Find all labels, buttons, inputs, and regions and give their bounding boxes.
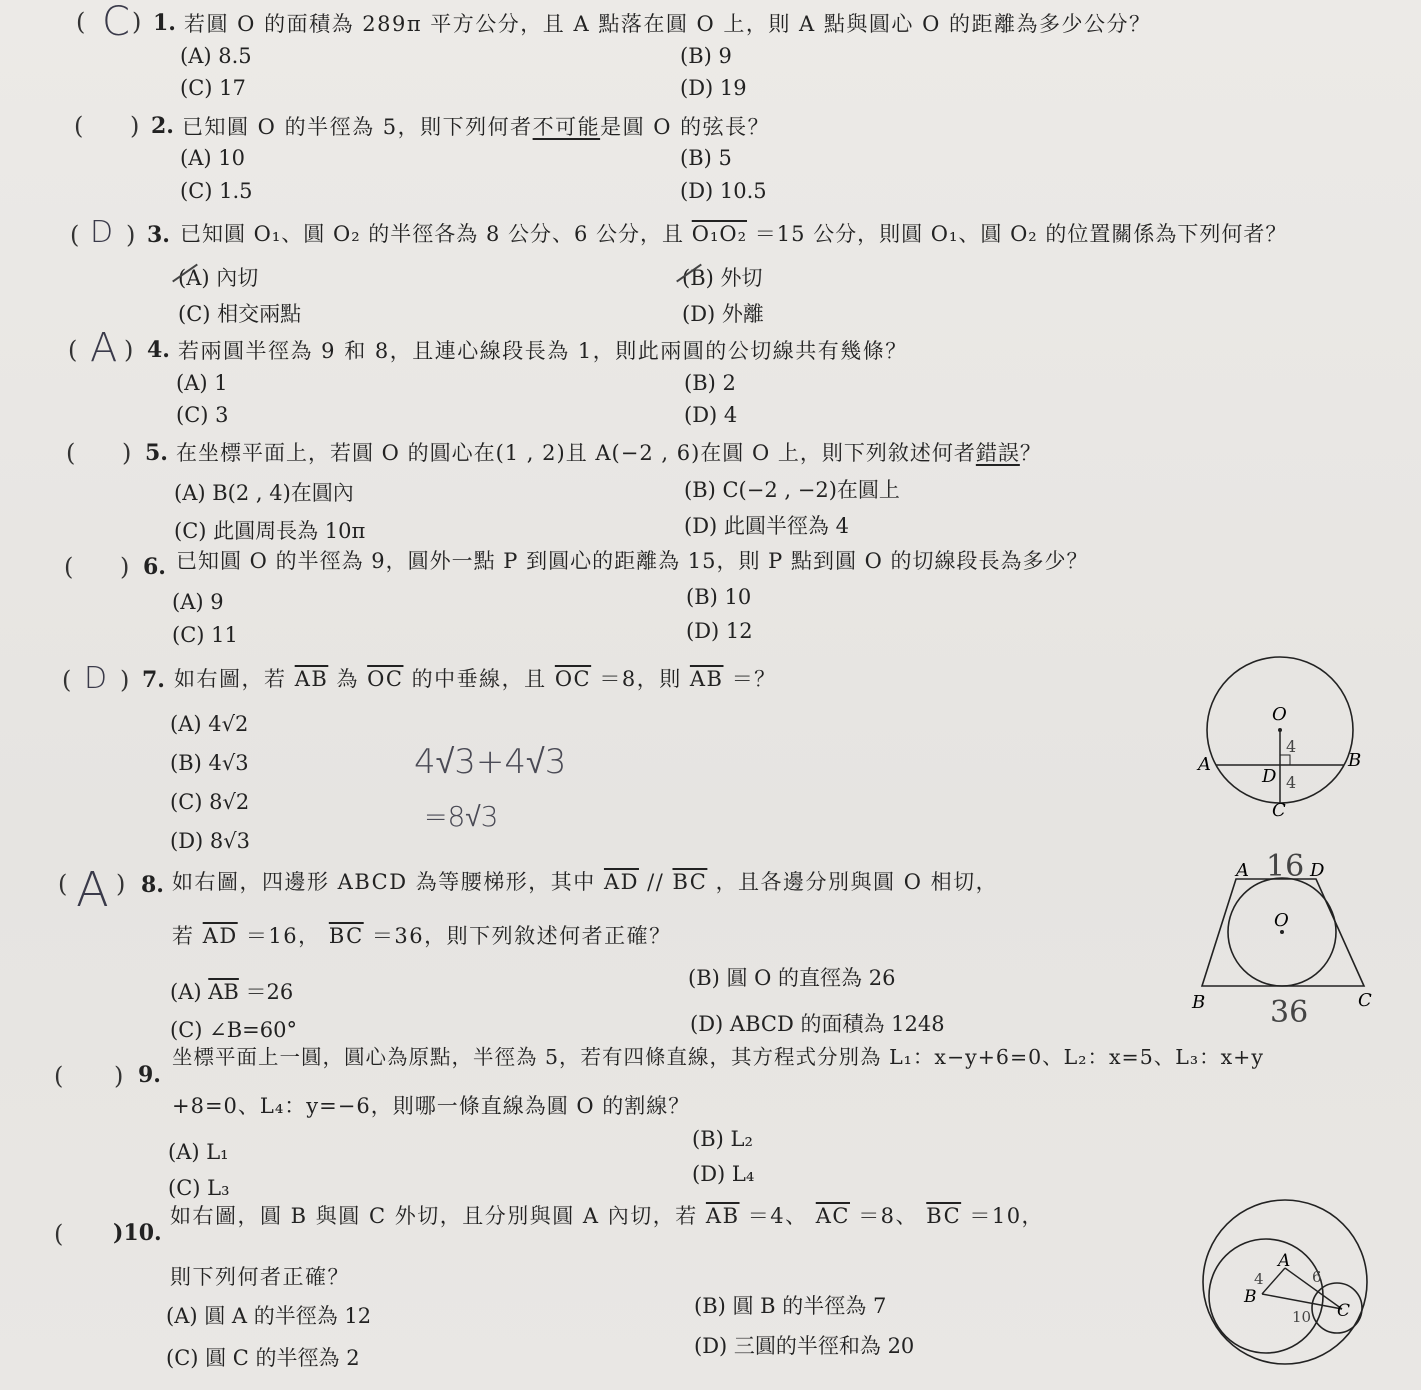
question-number: 8. [141, 872, 164, 898]
stem-text: ＝16， [245, 924, 321, 948]
stem-text: ＝？ [731, 667, 777, 691]
answer-paren: ) [132, 8, 142, 36]
option-d: (D) 10.5 [680, 179, 767, 203]
question-stem: 坐標平面上一圓，圓心為原點，半徑為 5，若有四條直線，其方程式分別為 L₁：x−y+6=0、L₂：x=5、L₃：x+y [172, 1045, 1264, 1069]
question-stem: 若圓 O 的面積為 289π 平方公分，且 A 點落在圓 O 上，則 A 點與圓心 O 的距離為多少公分？ [184, 12, 1152, 36]
segment-bc: $\overline{BC}$ [672, 870, 708, 894]
stem-text: ，且各邊分別與圓 O 相切， [715, 870, 999, 894]
pencil-6: 6 [1312, 1268, 1322, 1286]
segment-ab [1262, 1268, 1285, 1294]
option-d: (D) 19 [680, 76, 747, 100]
question-stem [172, 866, 998, 896]
segment-bc: $\overline{BC}$ [328, 924, 364, 948]
question-number: 2. [151, 113, 174, 139]
segment-o1o2: O₁O₂ [691, 222, 748, 246]
figure-q7-circle [1190, 650, 1390, 830]
option-d: (D) 8√3 [170, 829, 251, 853]
stem-text: 已知圓 O 的半徑為 5，則下列何者 [182, 115, 533, 139]
segment-ad: $\overline{AD}$ [202, 924, 238, 948]
handwritten-answer: D [90, 215, 114, 250]
parallel-sign: // [647, 870, 665, 894]
option-c: (C) 11 [172, 623, 238, 647]
pencil-10: 10 [1292, 1308, 1312, 1326]
question-stem [182, 111, 770, 141]
option-b: (B) 4√3 [170, 751, 249, 775]
stem-underlined: 不可能 [532, 115, 601, 139]
label-d: D [1262, 766, 1277, 787]
segment-bc [1262, 1294, 1342, 1309]
stem-underlined: 錯誤 [975, 441, 1020, 465]
option-c: (C) 8√2 [170, 790, 250, 814]
pencil-4: 4 [1254, 1270, 1264, 1288]
segment-oc: $\overline{OC}$ [367, 667, 404, 691]
answer-paren: ( [68, 336, 78, 364]
stem-text: 的中垂線，且 [411, 667, 547, 691]
option-a: (A) L₁ [168, 1140, 229, 1164]
stem-text: ＝15 公分，則圓 O₁、圓 O₂ 的位置關係為下列何者？ [754, 222, 1288, 246]
option-a: (A) 圓 A 的半徑為 12 [166, 1304, 372, 1328]
segment-ac: $\overline{AC}$ [815, 1204, 850, 1228]
option-a [170, 976, 293, 1006]
stem-text: 在坐標平面上，若圓 O 的圓心在(1 , 2)且 A(−2 , 6)在圓 O 上，則下列敘述何者 [176, 441, 976, 465]
option-a: (A) 內切 [178, 266, 259, 290]
stem-text: ＝4、 [747, 1204, 808, 1228]
option-a: (A) 8.5 [180, 44, 252, 68]
option-d: (D) 此圓半徑為 4 [684, 514, 849, 538]
label-a: A [1198, 754, 1211, 775]
segment-oc: $\overline{OC}$ [554, 667, 592, 691]
question-stem [174, 663, 777, 693]
stem-text: ？ [1019, 441, 1042, 465]
answer-paren: ( [64, 553, 74, 581]
stem-text: ＝36，則下列敘述何者正確？ [371, 924, 672, 948]
option-d: (D) 12 [686, 619, 753, 643]
option-b: (B) C(−2 , −2)在圓上 [684, 478, 900, 502]
option-b: (B) 9 [680, 44, 732, 68]
option-b: (B) 外切 [682, 266, 763, 290]
option-c: (C) 此圓周長為 10π [174, 519, 366, 543]
circle-a [1203, 1200, 1367, 1364]
stem-text: ＝8，則 [599, 667, 682, 691]
figure-q10-circles [1196, 1198, 1376, 1378]
option-c: (C) 相交兩點 [178, 302, 302, 326]
stem-text: 若 [172, 924, 195, 948]
option-b: (B) 圓 B 的半徑為 7 [694, 1294, 887, 1318]
option-c: (C) ∠B=60° [170, 1018, 297, 1042]
segment-ab: $\overline{AB}$ [294, 667, 329, 691]
answer-paren: ) [130, 112, 140, 140]
handwritten-answer: C [102, 0, 130, 45]
option-c: (C) 17 [180, 76, 246, 100]
label-o: O [1272, 704, 1287, 725]
option-c: (C) 圓 C 的半徑為 2 [166, 1346, 360, 1370]
question-number: )10. [113, 1220, 162, 1246]
answer-paren: ( [54, 1062, 64, 1090]
label-a: A [1236, 860, 1249, 881]
segment-ad: $\overline{AD}$ [603, 870, 639, 894]
option-b: (B) 10 [686, 585, 752, 609]
question-stem [176, 437, 1042, 467]
label-o: O [1274, 910, 1289, 931]
question-number: 1. [153, 10, 176, 36]
option-d: (D) 外離 [682, 302, 764, 326]
question-number: 6. [143, 554, 166, 580]
answer-paren: ) [126, 221, 136, 249]
option-a: (A) 10 [180, 146, 245, 170]
segment-ab: $\overline{AB}$ [689, 667, 724, 691]
stem-text: 已知圓 O₁、圓 O₂ 的半徑各為 8 公分、6 公分，且 [180, 222, 685, 246]
answer-paren: ) [122, 439, 132, 467]
option-a: (A) B(2 , 4)在圓內 [174, 481, 354, 505]
answer-paren: ) [120, 666, 130, 694]
label-b: B [1348, 750, 1362, 771]
option-a: (A) 4√2 [170, 712, 249, 736]
circle-b [1209, 1239, 1323, 1353]
pencil-16: 16 [1266, 849, 1305, 884]
stem-text: 是圓 O 的弦長？ [600, 115, 771, 139]
answer-paren: ( [70, 221, 80, 249]
answer-paren: ) [116, 870, 126, 898]
question-number: 4. [147, 337, 170, 363]
option-b: (B) 2 [684, 371, 736, 395]
answer-paren: ( [62, 666, 72, 694]
figure-q8-trapezoid [1186, 846, 1386, 1026]
pencil-36: 36 [1270, 995, 1309, 1026]
option-b: (B) L₂ [692, 1127, 753, 1151]
label-a: A [1278, 1251, 1291, 1271]
handwritten-work: =8√3 [424, 800, 499, 833]
question-number: 7. [142, 667, 165, 693]
handwritten-answer: A [90, 325, 118, 371]
question-stem [180, 218, 1287, 248]
label-b: B [1244, 1287, 1257, 1307]
option-c: (C) 3 [176, 403, 229, 427]
handwritten-answer: D [84, 661, 108, 696]
label-d: D [1310, 860, 1325, 881]
option-d: (D) 4 [684, 403, 738, 427]
label-c: C [1337, 1301, 1351, 1321]
question-number: 3. [147, 222, 170, 248]
answer-paren: ( [76, 8, 86, 36]
question-stem-line2: +8=0、L₄：y=−6，則哪一條直線為圓 O 的割線？ [172, 1094, 691, 1118]
handwritten-answer: A [76, 862, 109, 918]
pencil-4-top: 4 [1286, 737, 1297, 756]
stem-text: 如右圖，若 [174, 667, 287, 691]
center-dot [1278, 728, 1282, 732]
stem-text: 如右圖，四邊形 ABCD 為等腰梯形，其中 [172, 870, 596, 894]
answer-paren: ) [124, 336, 134, 364]
question-number: 5. [145, 440, 168, 466]
option-a: (A) 9 [172, 590, 224, 614]
question-stem: 已知圓 O 的半徑為 9，圓外一點 P 到圓心的距離為 15，則 P 點到圓 O 的切線段長為多少？ [176, 549, 1089, 573]
question-stem-line2: 則下列何者正確？ [170, 1265, 350, 1289]
label-b: B [1192, 992, 1206, 1013]
answer-paren: ( [54, 1220, 64, 1248]
handwritten-work: 4√3+4√3 [414, 742, 567, 782]
stem-text: ＝8、 [858, 1204, 919, 1228]
question-number: 9. [138, 1062, 161, 1088]
option-a: (A) 1 [176, 371, 228, 395]
option-c: (C) 1.5 [180, 179, 253, 203]
stem-text: 為 [336, 667, 359, 691]
option-b: (B) 圓 O 的直徑為 26 [688, 966, 896, 990]
question-stem-line2 [172, 920, 672, 950]
option-a-value: ＝26 [245, 980, 294, 1004]
answer-paren: ) [114, 1062, 124, 1090]
answer-paren: ( [66, 439, 76, 467]
question-stem [170, 1200, 1044, 1230]
segment-ab: $\overline{AB}$ [705, 1204, 740, 1228]
label-c: C [1358, 990, 1372, 1011]
answer-paren: ( [58, 870, 68, 898]
label-c: C [1272, 800, 1286, 821]
option-d: (D) L₄ [692, 1162, 755, 1186]
segment-ab: $\overline{AB}$ [208, 980, 239, 1004]
segment-bc: $\overline{BC}$ [926, 1204, 962, 1228]
option-b: (B) 5 [680, 146, 732, 170]
answer-paren: ) [120, 553, 130, 581]
pencil-4-bottom: 4 [1286, 773, 1297, 792]
option-c: (C) L₃ [168, 1176, 230, 1200]
option-a-letter: (A) [170, 980, 202, 1004]
option-d: (D) 三圓的半徑和為 20 [694, 1334, 915, 1358]
answer-paren: ( [74, 112, 84, 140]
right-angle-mark [1280, 755, 1290, 765]
question-stem: 若兩圓半徑為 9 和 8，且連心線段長為 1，則此兩圓的公切線共有幾條？ [178, 339, 908, 363]
stem-text: 如右圖，圓 B 與圓 C 外切，且分別與圓 A 內切，若 [170, 1204, 698, 1228]
stem-text: ＝10， [969, 1204, 1045, 1228]
option-d: (D) ABCD 的面積為 1248 [690, 1012, 945, 1036]
